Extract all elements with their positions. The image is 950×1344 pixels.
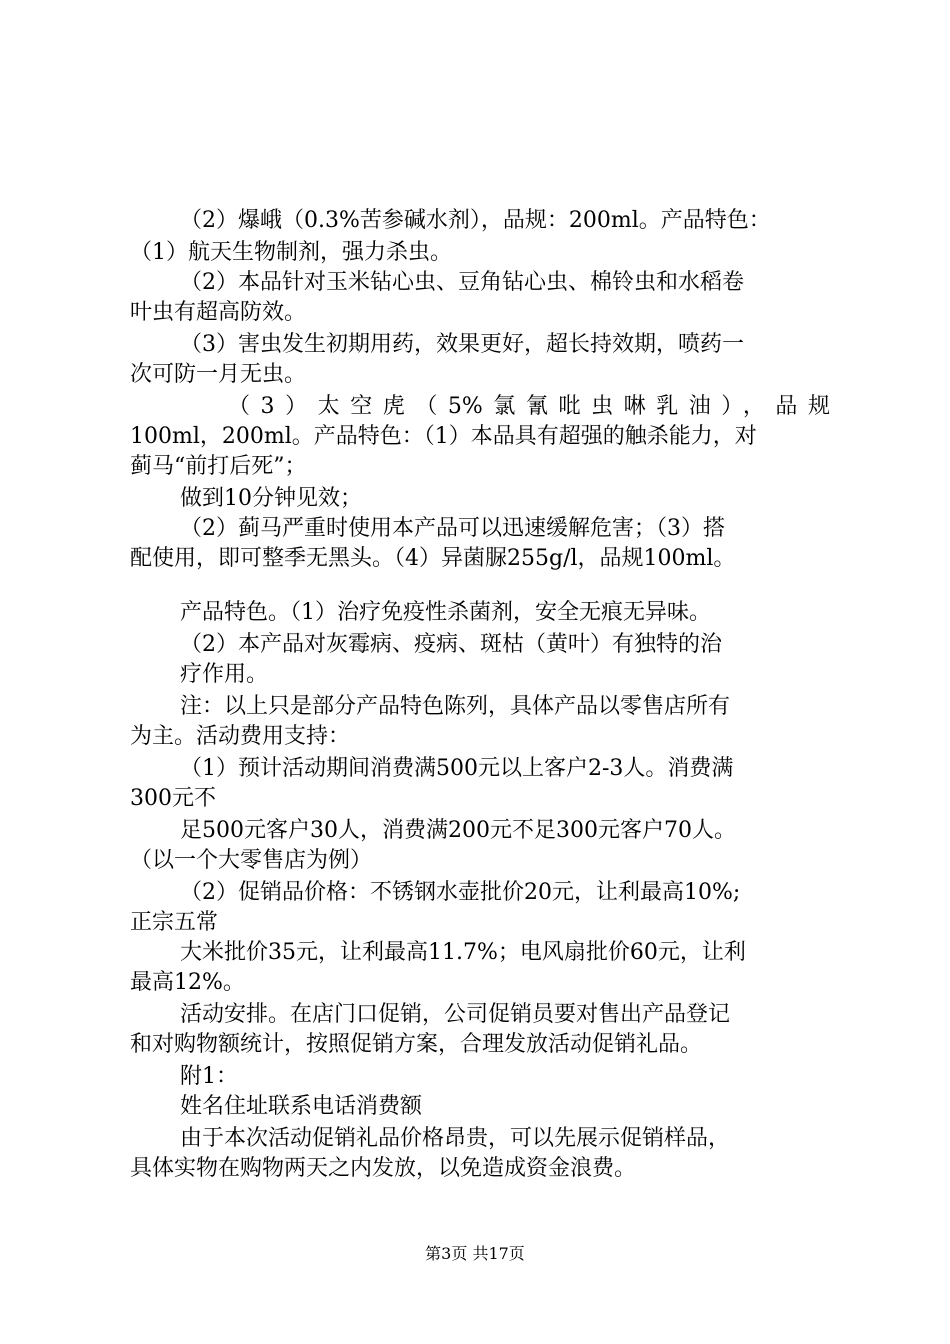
text-line: 为主。活动费用支持： <box>130 724 351 749</box>
text-line: 附1： <box>180 1064 238 1089</box>
text-line: 100ml，200ml。产品特色：（1）本品具有超强的触杀能力，对 <box>130 424 757 449</box>
text-line: （1）预计活动期间消费满500元以上客户2-3人。消费满 <box>180 756 734 781</box>
text-line: 由于本次活动促销礼品价格昂贵，可以先展示促销样品， <box>180 1126 731 1151</box>
text-line: 正宗五常 <box>130 910 219 935</box>
text-line: 做到10分钟见效； <box>180 486 362 511</box>
text-line: 蓟马“前打后死”； <box>130 454 307 479</box>
text-line: （2）爆峨（0.3%苦参碱水剂），品规：200ml。产品特色： <box>180 208 771 233</box>
text-line: 叶虫有超高防效。 <box>130 300 307 325</box>
text-line: （3）害虫发生初期用药，效果更好，超长持效期，喷药一 <box>180 332 744 357</box>
text-line: 300元不 <box>130 786 216 811</box>
text-line: （3）太空虎（5%氯氰吡虫啉乳油），品规 <box>228 394 830 419</box>
text-line: （1）航天生物制剂，强力杀虫。 <box>130 240 452 265</box>
text-line: 大米批价35元，让利最高11.7%；电风扇批价60元，让利 <box>180 940 746 965</box>
text-line: （2）本品针对玉米钻心虫、豆角钻心虫、棉铃虫和水稻卷 <box>180 270 744 295</box>
text-line: 具体实物在购物两天之内发放，以免造成资金浪费。 <box>130 1156 637 1181</box>
text-line: （2）本产品对灰霉病、疫病、斑枯（黄叶）有独特的治 <box>180 632 722 657</box>
text-line: 活动安排。在店门口促销，公司促销员要对售出产品登记 <box>180 1002 731 1027</box>
text-line: 和对购物额统计，按照促销方案，合理发放活动促销礼品。 <box>130 1032 703 1057</box>
text-line: 足500元客户30人，消费满200元不足300元客户70人。 <box>180 818 736 843</box>
text-line: 最高12%。 <box>130 970 245 995</box>
text-line: 注：以上只是部分产品特色陈列，具体产品以零售店所有 <box>180 694 731 719</box>
page-number: 第3页 共17页 <box>425 1244 525 1263</box>
text-line: 姓名住址联系电话消费额 <box>180 1094 423 1119</box>
text-line: （以一个大零售店为例） <box>130 848 373 873</box>
text-line: 次可防一月无虫。 <box>130 362 307 387</box>
text-line: 产品特色。（1）治疗免疫性杀菌剂，安全无痕无异味。 <box>180 600 711 625</box>
text-line: （2）促销品价格：不锈钢水壶批价20元，让利最高10%; <box>180 880 741 905</box>
text-line: （2）蓟马严重时使用本产品可以迅速缓解危害；（3）搭 <box>180 516 725 541</box>
text-line: 配使用，即可整季无黑头。（4）异菌脲255g/l，品规100ml。 <box>130 546 736 571</box>
text-line: 疗作用。 <box>180 662 269 687</box>
